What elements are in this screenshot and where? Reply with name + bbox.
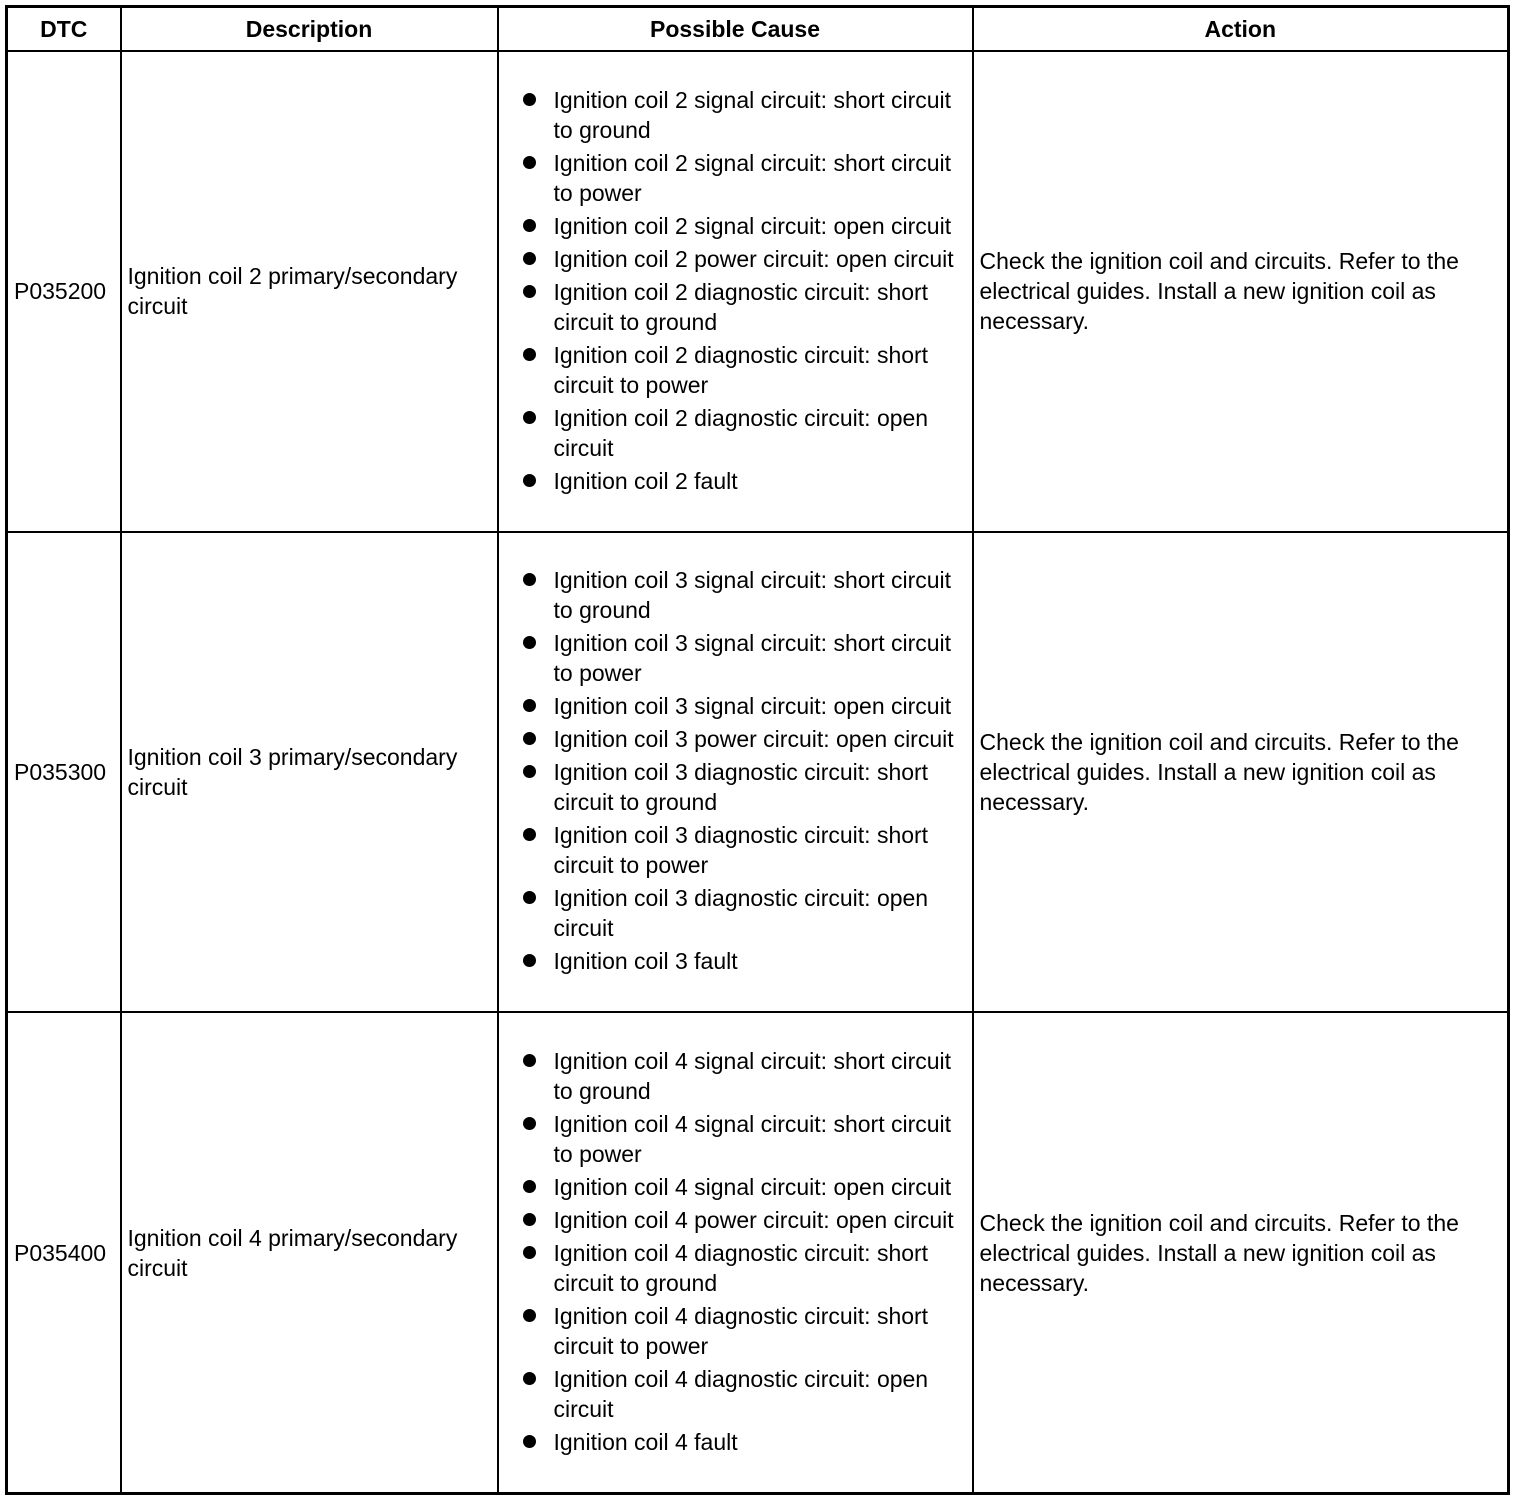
cause-text: Ignition coil 2 fault	[553, 467, 738, 494]
possible-cause-cell	[498, 532, 973, 1013]
cause-item	[499, 85, 968, 145]
cause-item	[499, 211, 968, 241]
bullet-icon	[523, 219, 536, 232]
bullet-icon	[523, 732, 536, 745]
cause-text: Ignition coil 2 diagnostic circuit: open circuit	[553, 404, 929, 461]
dtc-description: Ignition coil 4 primary/secondary circuit	[121, 1012, 498, 1493]
bullet-icon	[523, 252, 536, 265]
bullet-icon	[523, 699, 536, 712]
cause-item	[499, 1238, 968, 1298]
cause-text: Ignition coil 4 signal circuit: short circuit to power	[553, 1111, 952, 1168]
action-text: Check the ignition coil and circuits. Refer to the electrical guides. Install a new ignition coil as necessary.	[973, 51, 1509, 532]
cause-item	[499, 1427, 968, 1457]
table-row	[7, 51, 1509, 532]
bullet-icon	[523, 1372, 536, 1385]
table-row	[7, 1012, 1509, 1493]
bullet-icon	[523, 1180, 536, 1193]
cause-text: Ignition coil 2 signal circuit: short circuit to ground	[553, 86, 952, 143]
dtc-code: P035400	[7, 1012, 121, 1493]
bullet-icon	[523, 411, 536, 424]
bullet-icon	[523, 348, 536, 361]
cause-text: Ignition coil 2 diagnostic circuit: short circuit to ground	[553, 278, 929, 335]
bullet-icon	[523, 1309, 536, 1322]
bullet-icon	[523, 828, 536, 841]
bullet-icon	[523, 156, 536, 169]
cause-text: Ignition coil 3 signal circuit: short circuit to ground	[553, 567, 952, 624]
bullet-icon	[523, 285, 536, 298]
cause-item	[499, 946, 968, 976]
cause-item	[499, 724, 968, 754]
bullet-icon	[523, 474, 536, 487]
dtc-description: Ignition coil 2 primary/secondary circuit	[121, 51, 498, 532]
cause-item	[499, 691, 968, 721]
cause-item	[499, 565, 968, 625]
cause-item	[499, 820, 968, 880]
cause-item	[499, 340, 968, 400]
header-description: Description	[121, 7, 498, 52]
cause-text: Ignition coil 4 power circuit: open circuit	[553, 1207, 954, 1234]
bullet-icon	[523, 1117, 536, 1130]
cause-text: Ignition coil 3 signal circuit: open circuit	[553, 693, 952, 720]
possible-cause-cell	[498, 51, 973, 532]
bullet-icon	[523, 93, 536, 106]
bullet-icon	[523, 636, 536, 649]
cause-text: Ignition coil 2 signal circuit: open circuit	[553, 212, 952, 239]
header-dtc: DTC	[7, 7, 121, 52]
cause-item	[499, 1301, 968, 1361]
cause-text: Ignition coil 4 diagnostic circuit: short circuit to ground	[553, 1240, 929, 1297]
cause-item	[499, 277, 968, 337]
cause-text: Ignition coil 3 diagnostic circuit: open circuit	[553, 885, 929, 942]
table-body	[7, 51, 1509, 1494]
header-action: Action	[973, 7, 1509, 52]
cause-item	[499, 1364, 968, 1424]
action-text: Check the ignition coil and circuits. Refer to the electrical guides. Install a new ignition coil as necessary.	[973, 532, 1509, 1013]
cause-text: Ignition coil 3 diagnostic circuit: short circuit to ground	[553, 759, 929, 816]
bullet-icon	[523, 573, 536, 586]
cause-item	[499, 466, 968, 496]
bullet-icon	[523, 954, 536, 967]
table-header	[7, 7, 1509, 52]
cause-list	[499, 565, 968, 976]
cause-text: Ignition coil 2 diagnostic circuit: short circuit to power	[553, 341, 929, 398]
possible-cause-cell	[498, 1012, 973, 1493]
table-row	[7, 532, 1509, 1013]
cause-text: Ignition coil 3 power circuit: open circuit	[553, 726, 954, 753]
cause-item	[499, 148, 968, 208]
cause-text: Ignition coil 4 fault	[553, 1429, 738, 1456]
cause-text: Ignition coil 4 signal circuit: short circuit to ground	[553, 1048, 952, 1105]
dtc-table	[5, 5, 1510, 1495]
cause-text: Ignition coil 4 diagnostic circuit: open circuit	[553, 1366, 929, 1423]
header-possible-cause: Possible Cause	[498, 7, 973, 52]
cause-item	[499, 403, 968, 463]
cause-item	[499, 244, 968, 274]
cause-item	[499, 1172, 968, 1202]
cause-text: Ignition coil 2 power circuit: open circuit	[553, 245, 954, 272]
cause-item	[499, 628, 968, 688]
bullet-icon	[523, 1054, 536, 1067]
cause-list	[499, 1046, 968, 1457]
cause-item	[499, 1046, 968, 1106]
cause-text: Ignition coil 3 signal circuit: short circuit to power	[553, 630, 952, 687]
cause-item	[499, 1205, 968, 1235]
cause-item	[499, 757, 968, 817]
cause-text: Ignition coil 2 signal circuit: short circuit to power	[553, 149, 952, 206]
bullet-icon	[523, 891, 536, 904]
cause-list	[499, 85, 968, 496]
dtc-description: Ignition coil 3 primary/secondary circuit	[121, 532, 498, 1013]
cause-text: Ignition coil 3 diagnostic circuit: short circuit to power	[553, 822, 929, 879]
cause-text: Ignition coil 4 diagnostic circuit: short circuit to power	[553, 1303, 929, 1360]
cause-text: Ignition coil 4 signal circuit: open circuit	[553, 1174, 952, 1201]
header-row	[7, 7, 1509, 52]
bullet-icon	[523, 1246, 536, 1259]
cause-text: Ignition coil 3 fault	[553, 948, 738, 975]
bullet-icon	[523, 1435, 536, 1448]
action-text: Check the ignition coil and circuits. Refer to the electrical guides. Install a new ignition coil as necessary.	[973, 1012, 1509, 1493]
cause-item	[499, 883, 968, 943]
bullet-icon	[523, 765, 536, 778]
bullet-icon	[523, 1213, 536, 1226]
cause-item	[499, 1109, 968, 1169]
dtc-code: P035300	[7, 532, 121, 1013]
dtc-code: P035200	[7, 51, 121, 532]
